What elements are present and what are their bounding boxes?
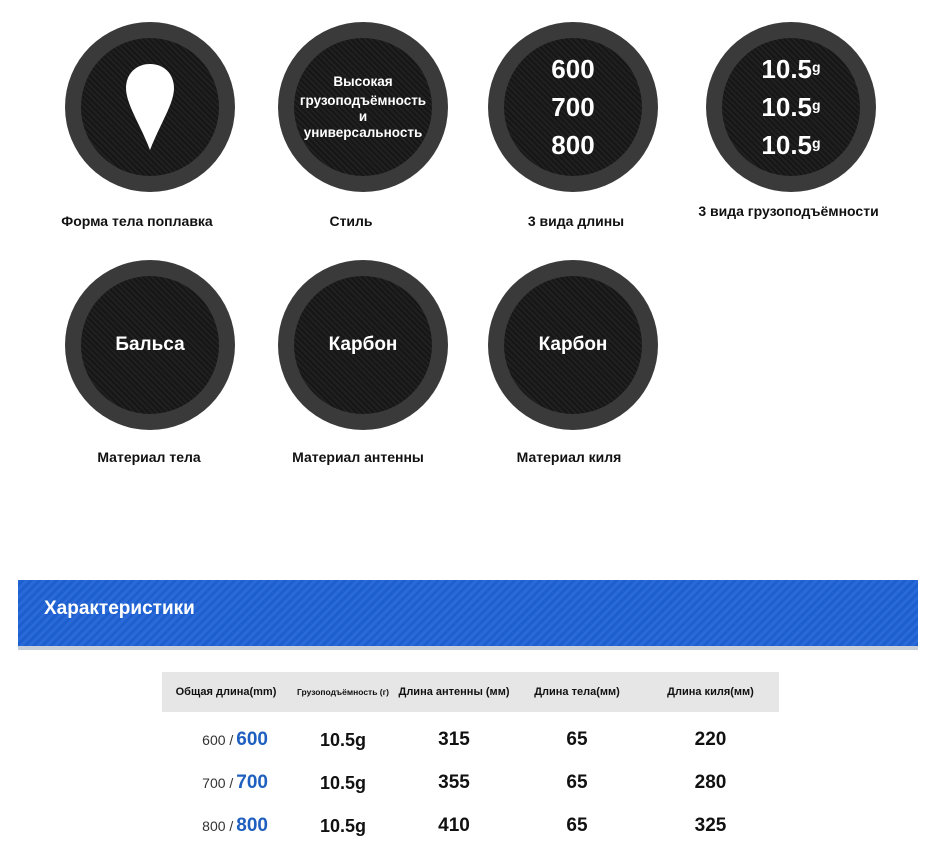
feature-circle-style: [278, 22, 448, 192]
cell-body-length: 65: [566, 815, 588, 836]
cell-load: 10.5g: [319, 815, 367, 836]
specs-banner: [18, 580, 918, 650]
load-value-3: 10.5$^g$: [761, 130, 821, 160]
cell-body-length: 65: [566, 729, 588, 750]
feature-circle-body-material: [65, 260, 235, 430]
teardrop-pin-icon: [124, 62, 176, 152]
cell-antenna-length: 410: [438, 815, 470, 836]
style-line-3: и: [358, 109, 368, 124]
load-value-2: 10.5$^g$: [761, 92, 821, 122]
cell-keel-length: 220: [694, 729, 727, 750]
length-value-1: 600: [551, 54, 595, 84]
cell-total-length: 600 / 600: [202, 729, 268, 750]
feature-label-shape: Форма тела поплавка: [61, 213, 213, 229]
table-row: [162, 720, 779, 760]
feature-circle-keel-material: [488, 260, 658, 430]
feature-circle-antenna-material: [278, 260, 448, 430]
cell-keel-length: 280: [694, 772, 727, 793]
feature-circle-lengths: [488, 22, 658, 192]
header-antenna-length: Длина антенны (мм): [398, 686, 510, 698]
cell-keel-length: 325: [694, 815, 727, 836]
feature-label-body-material: Материал тела: [97, 449, 201, 465]
feature-label-style: Стиль: [329, 213, 373, 229]
load-value-1: 10.5$^g$: [761, 54, 821, 84]
feature-label-keel-material: Материал киля: [516, 449, 622, 465]
feature-label-loads: 3 вида грузоподъёмности: [698, 203, 879, 219]
feature-label-lengths: 3 вида длины: [527, 213, 625, 229]
length-value-2: 700: [551, 92, 595, 122]
specs-title: Характеристики: [44, 598, 195, 619]
style-line-4: универсальность: [303, 125, 423, 140]
style-line-1: Высокая: [333, 74, 393, 89]
feature-label-antenna-material: Материал антенны: [292, 449, 424, 465]
header-keel-length: Длина киля(мм): [667, 686, 754, 698]
header-total-length: Общая длина(mm): [175, 686, 277, 698]
cell-load: 10.5g: [319, 729, 367, 750]
feature-circle-loads: [706, 22, 876, 192]
cell-body-length: 65: [566, 772, 588, 793]
length-value-3: 800: [551, 130, 595, 160]
specs-table-header: [162, 672, 779, 712]
header-body-length: Длина тела(мм): [534, 686, 620, 698]
cell-total-length: 800 / 800: [202, 815, 268, 836]
cell-total-length: 700 / 700: [202, 772, 268, 793]
keel-material-value: Карбон: [504, 276, 642, 414]
table-row: [162, 806, 779, 846]
style-line-2: грузоподъёмность: [299, 93, 427, 108]
antenna-material-value: Карбон: [294, 276, 432, 414]
cell-antenna-length: 315: [438, 729, 470, 750]
cell-antenna-length: 355: [438, 772, 470, 793]
cell-load: 10.5g: [319, 772, 367, 793]
feature-circle-shape: [65, 22, 235, 192]
body-material-value: Бальса: [81, 276, 219, 414]
header-load: Грузоподъёмность (г): [297, 687, 389, 697]
table-row: [162, 763, 779, 803]
